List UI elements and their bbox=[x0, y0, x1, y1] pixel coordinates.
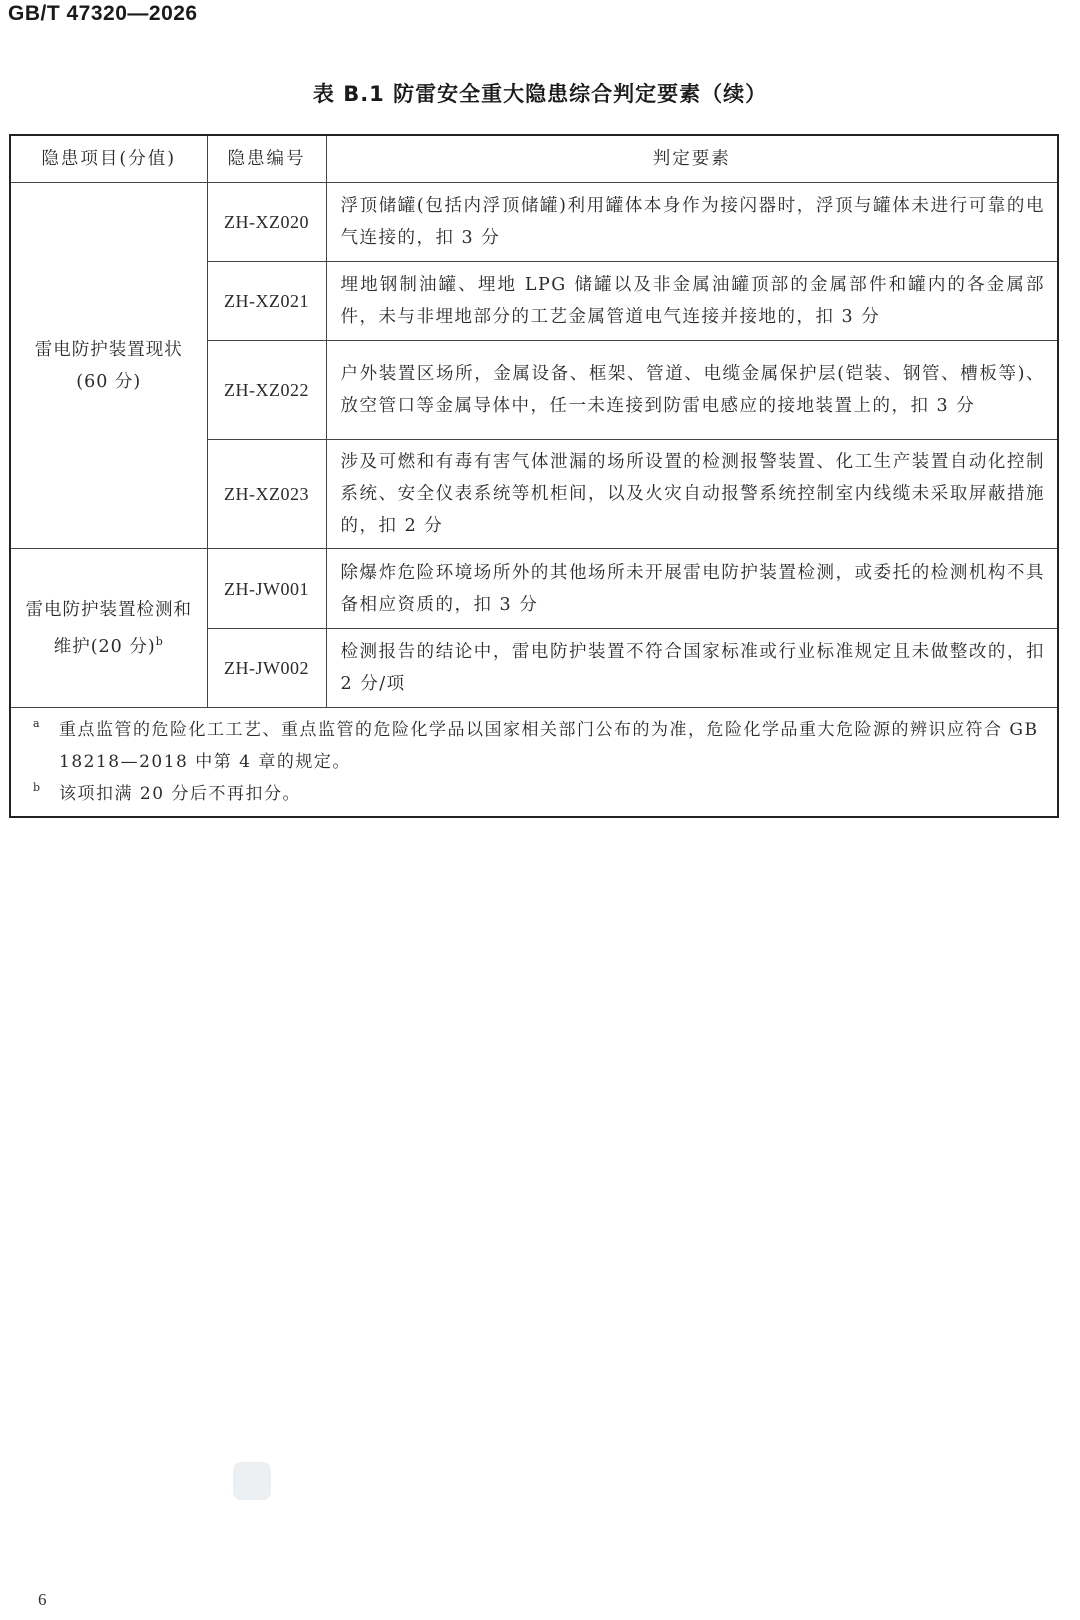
table-notes bbox=[10, 708, 1058, 818]
category-score: (60 分) bbox=[76, 371, 142, 392]
criteria-text: 户外装置区场所，金属设备、框架、管道、电缆金属保护层(铠装、钢管、槽板等)、放空管口等金属导体中，任一未连接到防雷电感应的接地装置上的，扣 3 分 bbox=[326, 341, 1058, 440]
table-header-row bbox=[10, 135, 1058, 183]
column-header-code: 隐患编号 bbox=[207, 135, 326, 183]
hazard-code: ZH-JW001 bbox=[207, 549, 326, 629]
category-cell bbox=[10, 549, 207, 708]
hazard-code: ZH-JW002 bbox=[207, 629, 326, 708]
criteria-text: 涉及可燃和有毒有害气体泄漏的场所设置的检测报警装置、化工生产装置自动化控制系统、安全仪表系统等机柜间，以及火灾自动报警系统控制室内线缆未采取屏蔽措施的，扣 2 分 bbox=[326, 440, 1058, 549]
criteria-text: 埋地钢制油罐、埋地 LPG 储罐以及非金属油罐顶部的金属部件和罐内的各金属部件，未与非埋地部分的工艺金属管道电气连接并接地的，扣 3 分 bbox=[326, 262, 1058, 341]
notes-row bbox=[10, 708, 1058, 818]
hazard-code: ZH-XZ021 bbox=[207, 262, 326, 341]
category-score: 维护(20 分)$^b$ bbox=[53, 634, 164, 657]
criteria-text: 浮顶储罐(包括内浮顶储罐)利用罐体本身作为接闪器时，浮顶与罐体未进行可靠的电气连接的，扣 3 分 bbox=[326, 183, 1058, 262]
page-number: 6 bbox=[38, 1590, 47, 1609]
hazard-code: ZH-XZ023 bbox=[207, 440, 326, 549]
footnote-text: 重点监管的危险化工工艺、重点监管的危险化学品以国家相关部门公布的为准，危险化学品重大危险源的辨识应符合 GB 18218—2018 中第 4 章的规定。 bbox=[59, 720, 1039, 772]
column-header-category: 隐患项目(分值) bbox=[10, 135, 207, 183]
footnote-text: 该项扣满 20 分后不再扣分。 bbox=[59, 784, 301, 804]
criteria-text: 检测报告的结论中，雷电防护装置不符合国家标准或行业标准规定且未做整改的，扣 2 分/项 bbox=[326, 629, 1058, 708]
category-cell bbox=[10, 183, 207, 549]
category-name: 雷电防护装置检测和 bbox=[25, 599, 192, 620]
criteria-text: 除爆炸危险环境场所外的其他场所未开展雷电防护装置检测，或委托的检测机构不具备相应资质的，扣 3 分 bbox=[326, 549, 1058, 629]
footnote-mark: a bbox=[33, 717, 42, 730]
hazard-code: ZH-XZ022 bbox=[207, 341, 326, 440]
watermark-logo bbox=[233, 1462, 271, 1500]
footnote bbox=[33, 778, 1043, 810]
table-row bbox=[10, 183, 1058, 262]
footnote-mark: b bbox=[155, 634, 164, 648]
column-header-criteria: 判定要素 bbox=[326, 135, 1058, 183]
table-title: 表 B.1 防雷安全重大隐患综合判定要素（续） bbox=[312, 82, 768, 106]
category-name: 雷电防护装置现状 bbox=[34, 339, 183, 360]
footnote bbox=[33, 714, 1043, 778]
standard-code: GB/T 47320—2026 bbox=[8, 2, 198, 25]
criteria-table bbox=[9, 134, 1059, 818]
hazard-code: ZH-XZ020 bbox=[207, 183, 326, 262]
table-row bbox=[10, 549, 1058, 629]
footnote-mark: b bbox=[33, 781, 42, 794]
